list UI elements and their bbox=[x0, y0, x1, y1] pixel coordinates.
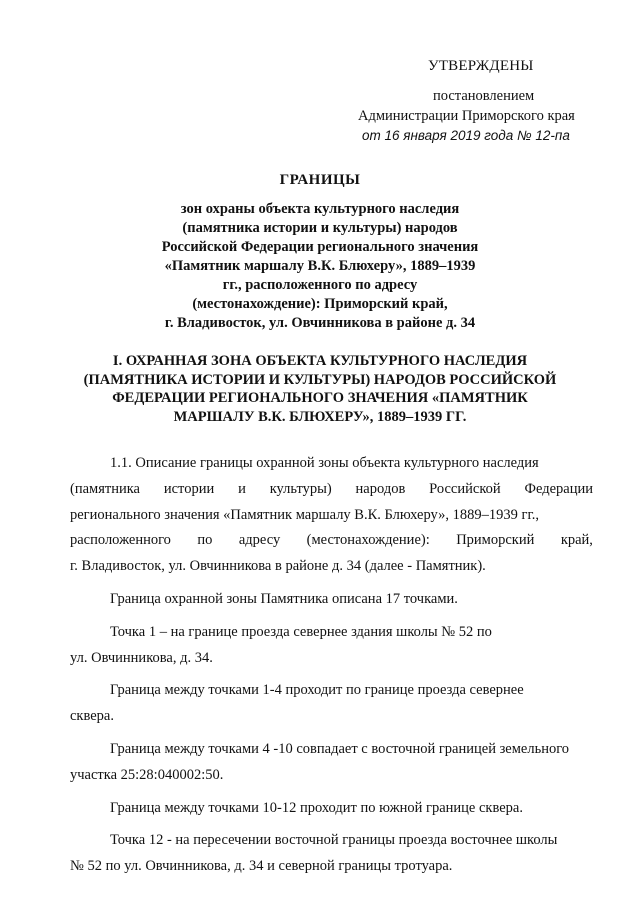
section-heading-line: (ПАМЯТНИКА ИСТОРИИ И КУЛЬТУРЫ) НАРОДОВ РОССИЙСКОЙ bbox=[83, 371, 557, 388]
section-heading bbox=[70, 352, 570, 426]
subtitle-line: (местонахождение): Приморский край, bbox=[192, 296, 448, 312]
word: расположенного bbox=[70, 532, 171, 549]
paragraph-line: Точка 1 – на границе проезда севернее здания школы № 52 по bbox=[110, 623, 492, 640]
word: культуры) bbox=[269, 480, 332, 497]
paragraph-line: Граница между точками 1-4 проходит по границе проезда севернее bbox=[110, 682, 524, 699]
word: край, bbox=[560, 532, 593, 549]
paragraph-3 bbox=[70, 620, 593, 672]
paragraph-line: регионального значения «Памятник маршалу В.К. Блюхеру», 1889–1939 гг., bbox=[70, 506, 540, 523]
subtitle-line: гг., расположенного по адресу bbox=[222, 277, 418, 293]
paragraph-line: № 52 по ул. Овчинникова, д. 34 и северной границы тротуара. bbox=[70, 858, 453, 875]
word: Российской bbox=[429, 480, 501, 497]
word: (местонахождение): bbox=[306, 532, 430, 549]
paragraph-7 bbox=[70, 828, 593, 880]
paragraph-line: 1.1. Описание границы охранной зоны объекта культурного наследия bbox=[110, 455, 539, 471]
paragraph-line-justified bbox=[70, 477, 593, 503]
approval-line-2: Администрации Приморского края bbox=[358, 108, 575, 124]
document-subtitle bbox=[120, 200, 520, 333]
subtitle-line: Российской Федерации регионального значения bbox=[161, 239, 479, 255]
paragraph-line: участка 25:28:040002:50. bbox=[70, 766, 224, 783]
subtitle-line: зон охраны объекта культурного наследия bbox=[180, 201, 460, 217]
paragraph-6: Граница между точками 10-12 проходит по южной границе сквера. bbox=[110, 799, 523, 816]
word: (памятника bbox=[70, 480, 140, 497]
subtitle-line: (памятника истории и культуры) народов bbox=[182, 220, 458, 236]
section-heading-line: I. ОХРАННАЯ ЗОНА ОБЪЕКТА КУЛЬТУРНОГО НАСЛЕДИЯ bbox=[112, 353, 528, 369]
document-title: ГРАНИЦЫ bbox=[279, 172, 361, 188]
approval-line-3: от 16 января 2019 года № 12-па bbox=[362, 128, 570, 143]
paragraph-line: Точка 12 - на пересечении восточной границы проезда восточнее школы bbox=[110, 832, 558, 849]
word: по bbox=[197, 532, 213, 549]
section-heading-line: МАРШАЛУ В.К. БЛЮХЕРУ», 1889–1939 ГГ. bbox=[173, 408, 467, 425]
body-text bbox=[70, 451, 593, 880]
word: адресу bbox=[238, 532, 281, 549]
word: народов bbox=[355, 480, 406, 497]
paragraph-5 bbox=[70, 737, 593, 789]
paragraph-line: г. Владивосток, ул. Овчинникова в районе д. 34 (далее - Памятник). bbox=[70, 558, 486, 575]
paragraph-1 bbox=[70, 451, 593, 580]
paragraph-line: ул. Овчинникова, д. 34. bbox=[70, 649, 213, 666]
paragraph-line: сквера. bbox=[70, 708, 114, 725]
paragraph-line: Граница между точками 4 -10 совпадает с восточной границей земельного bbox=[110, 740, 570, 757]
approval-line-1: постановлением bbox=[433, 88, 535, 104]
subtitle-line: г. Владивосток, ул. Овчинникова в районе д. 34 bbox=[164, 315, 476, 331]
paragraph-line-justified bbox=[70, 528, 593, 554]
subtitle-line: «Памятник маршалу В.К. Блюхеру», 1889–1939 bbox=[164, 258, 476, 274]
word: Приморский bbox=[456, 532, 535, 549]
approval-title: УТВЕРЖДЕНЫ bbox=[428, 58, 534, 74]
section-heading-line: ФЕДЕРАЦИИ РЕГИОНАЛЬНОГО ЗНАЧЕНИЯ «ПАМЯТНИК bbox=[112, 390, 528, 406]
paragraph-2: Граница охранной зоны Памятника описана 17 точками. bbox=[110, 590, 458, 607]
word: Федерации bbox=[524, 480, 593, 497]
word: истории bbox=[163, 480, 215, 497]
word: и bbox=[238, 480, 246, 497]
paragraph-4 bbox=[70, 678, 593, 730]
